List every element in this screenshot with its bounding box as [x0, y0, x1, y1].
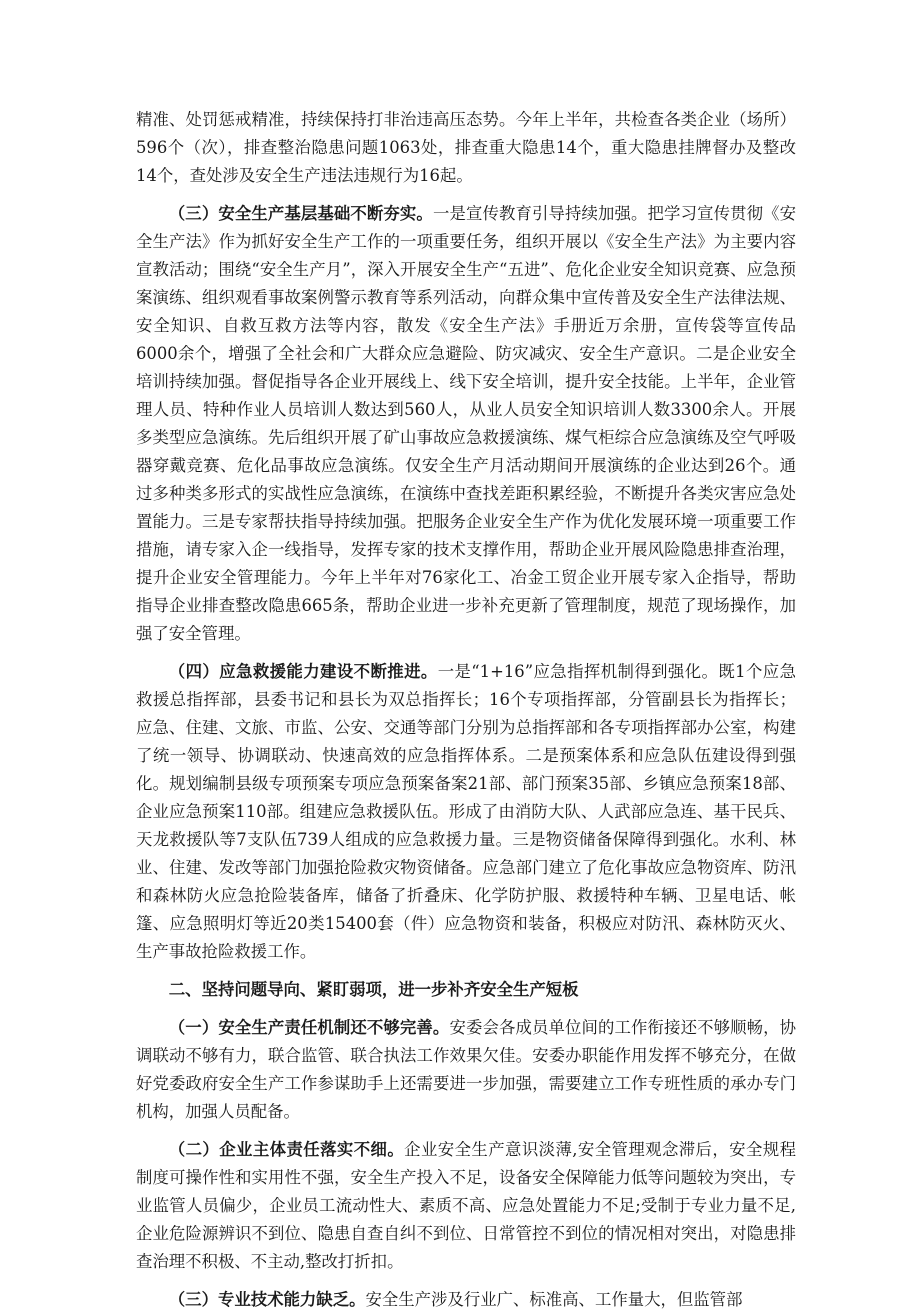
paragraph-lead: （一）安全生产责任机制还不够完善。 [168, 1018, 450, 1037]
paragraph-technical-capacity [136, 1286, 796, 1314]
paragraph-lead: （二）企业主体责任落实不细。 [168, 1140, 405, 1159]
paragraph-text: 安全生产涉及行业广、标准高、工作量大，但监管部 [365, 1290, 743, 1309]
paragraph-responsibility-mechanism [136, 1014, 796, 1126]
paragraph-text: 安委会各成员单位间的工作衔接还不够顺畅，协调联动不够有力，联合监管、联合执法工作效果欠佳。安委办职能作用发挥不够充分，在做好党委政府安全生产工作参谋助手上还需要进一步加强，需要建立工作专班性质的承办专门机构，加强人员配备。 [136, 1018, 797, 1121]
paragraph-lead: （三）安全生产基层基础不断夯实。 [168, 204, 433, 223]
section-heading: 二、坚持问题导向、紧盯弱项，进一步补齐安全生产短板 [168, 980, 579, 999]
paragraph-text: 一是宣传教育引导持续加强。把学习宣传贯彻《安全生产法》作为抓好安全生产工作的一项重要任务，组织开展以《安全生产法》为主要内容宣教活动；围绕“安全生产月”，深入开展安全生产“五进”、危化企业安全知识竞赛、应急预案演练、组织观看事故案例警示教育等系列活动，向群众集中宣传普及安全生产法律法规、安全知识、自救互救方法等内容，散发《安全生产法》手册近万余册，宣传袋等宣传品6000余个，增强了全社会和广大群众应急避险、防灾减灾、安全生产意识。二是企业安全培训持续加强。督促指导各企业开展线上、线下安全培训，提升安全技能。上半年，企业管理人员、特种作业人员培训人数达到560人，从业人员安全知识培训人数3300余人。开展多类型应急演练。先后组织开展了矿山事故应急救援演练、煤气柜综合应急演练及空气呼吸器穿戴竞赛、危化品事故应急演练。仅安全生产月活动期间开展演练的企业达到26个。通过多种类多形式的实战性应急演练，在演练中查找差距积累经验，不断提升各类灾害应急处置能力。三是专家帮扶指导持续加强。把服务企业安全生产作为优化发展环境一项重要工作措施，请专家入企一线指导，发挥专家的技术支撑作用，帮助企业开展风险隐患排查治理，提升企业安全管理能力。今年上半年对76家化工、冶金工贸企业开展专家入企指导，帮助指导企业排查整改隐患665条，帮助企业进一步补充更新了管理制度，规范了现场操作，加强了安全管理。 [136, 204, 797, 643]
paragraph-lead: （四）应急救援能力建设不断推进。 [168, 662, 438, 681]
paragraph-enterprise-responsibility [136, 1136, 796, 1276]
paragraph-continuation [136, 106, 796, 190]
paragraph-text: 企业安全生产意识淡薄,安全管理观念滞后，安全规程制度可操作性和实用性不强，安全生产投入不足，设备安全保障能力低等问题较为突出，专业监管人员偏少，企业员工流动性大、素质不高、应急处置能力不足;受制于专业力量不足,企业危险源辨识不到位、隐患自查自纠不到位、日常管控不到位的情况相对突出，对隐患排查治理不积极、不主动,整改打折扣。 [136, 1140, 797, 1271]
paragraph-text: 精准、处罚惩戒精准，持续保持打非治违高压态势。今年上半年，共检查各类企业（场所）596个（次），排查整治隐患问题1063处，排查重大隐患14个，重大隐患挂牌督办及整改14个，查处涉及安全生产违法违规行为16起。 [136, 110, 796, 185]
paragraph-emergency-rescue [136, 658, 796, 966]
paragraph-text: 一是“1+16”应急指挥机制得到强化。既1个应急救援总指挥部，县委书记和县长为双总指挥长；16个专项指挥部，分管副县长为指挥长；应急、住建、文旅、市监、公安、交通等部门分别为总指挥部和各专项指挥部办公室，构建了统一领导、协调联动、快速高效的应急指挥体系。二是预案体系和应急队伍建设得到强化。规划编制县级专项预案专项应急预案备案21部、部门预案35部、乡镇应急预案18部、企业应急预案110部。组建应急救援队伍。形成了由消防大队、人武部应急连、基干民兵、天龙救援队等7支队伍739人组成的应急救援力量。三是物资储备保障得到强化。水利、林业、住建、发改等部门加强抢险救灾物资储备。应急部门建立了危化事故应急物资库、防汛和森林防火应急抢险装备库，储备了折叠床、化学防护服、救援特种车辆、卫星电话、帐篷、应急照明灯等近20类15400套（件）应急物资和装备，积极应对防汛、森林防灭火、生产事故抢险救援工作。 [136, 662, 796, 961]
paragraph-lead: （三）专业技术能力缺乏。 [168, 1290, 366, 1309]
paragraph-grassroots-foundation [136, 200, 796, 648]
